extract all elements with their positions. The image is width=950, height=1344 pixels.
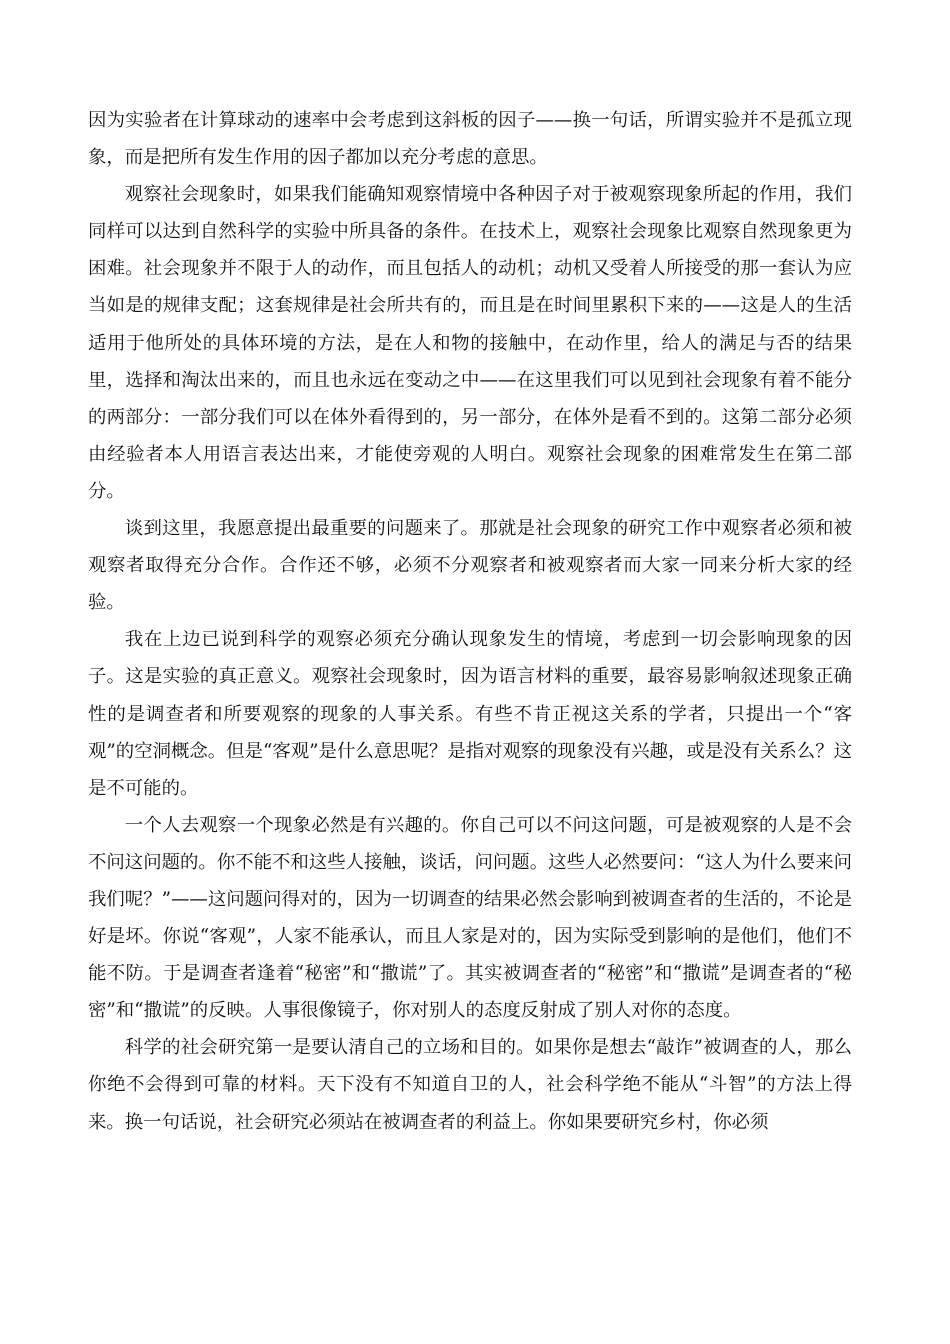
document-page <box>88 102 852 1141</box>
paragraph-3: 谈到这里，我愿意提出最重要的问题来了。那就是社会现象的研究工作中观察者必须和被观察者取得充分合作。合作还不够，必须不分观察者和被观察者而大家一同来分析大家的经验。 <box>88 518 852 614</box>
paragraph-2: 观察社会现象时，如果我们能确知观察情境中各种因子对于被观察现象所起的作用，我们同样可以达到自然科学的实验中所具备的条件。在技术上，观察社会现象比观察自然现象更为困难。社会现象并不限于人的动作，而且包括人的动机；动机又受着人所接受的那一套认为应当如是的规律支配；这套规律是社会所共有的，而且是在时间里累积下来的——这是人的生活适用于他所处的具体环境的方法，是在人和物的接触中，在动作里，给人的满足与否的结果里，选择和淘汰出来的，而且也永远在变动之中——在这里我们可以见到社会现象有着不能分的两部分：一部分我们可以在体外看得到的，另一部分，在体外是看不到的。这第二部分必须由经验者本人用语言表达出来，才能使旁观的人明白。观察社会现象的困难常发生在第二部分。 <box>88 184 852 502</box>
paragraph-4: 我在上边已说到科学的观察必须充分确认现象发生的情境，考虑到一切会影响现象的因子。这是实验的真正意义。观察社会现象时，因为语言材料的重要，最容易影响叙述现象正确性的是调查者和所要观察的现象的人事关系。有些不肯正视这关系的学者，只提出一个“客观”的空洞概念。但是“客观”是什么意思呢？是指对观察的现象没有兴趣，或是没有关系么？这是不可能的。 <box>88 629 852 799</box>
paragraph-6: 科学的社会研究第一是要认清自己的立场和目的。如果你是想去“敲诈”被调查的人，那么你绝不会得到可靠的材料。天下没有不知道自卫的人，社会科学绝不能从“斗智”的方法上得来。换一句话说，社会研究必须站在被调查者的利益上。你如果要研究乡村，你必须 <box>88 1037 852 1133</box>
paragraph-1: 因为实验者在计算球动的速率中会考虑到这斜板的因子——换一句话，所谓实验并不是孤立现象，而是把所有发生作用的因子都加以充分考虑的意思。 <box>88 110 852 169</box>
paragraph-5: 一个人去观察一个现象必然是有兴趣的。你自己可以不问这问题，可是被观察的人是不会不问这问题的。你不能不和这些人接触，谈话，问问题。这些人必然要问：“这人为什么要来问我们呢？”——这问题问得对的，因为一切调查的结果必然会影响到被调查者的生活的，不论是好是坏。你说“客观”，人家不能承认，而且人家是对的，因为实际受到影响的是他们，他们不能不防。于是调查者逢着“秘密”和“撒谎”了。其实被调查者的“秘密”和“撒谎”是调查者的“秘密”和“撒谎”的反映。人事很像镜子，你对别人的态度反射成了别人对你的态度。 <box>88 814 852 1022</box>
